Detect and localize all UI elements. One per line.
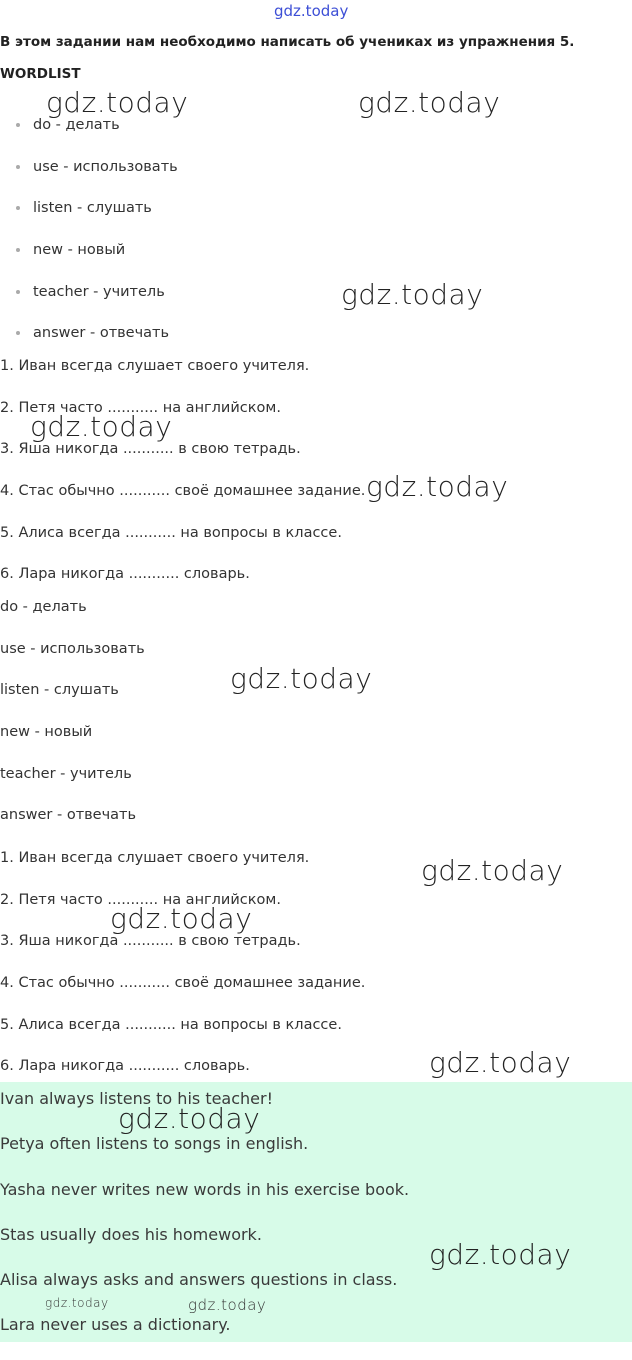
sentences-block (0, 356, 365, 606)
list-item: new - новый (0, 237, 178, 279)
watermark: gdz.today (429, 1238, 572, 1271)
watermark: gdz.today (110, 902, 253, 935)
wordlist-bullets (0, 112, 178, 362)
watermark: gdz.today (429, 1046, 572, 1079)
word-line: listen - слушать (0, 682, 119, 699)
list-item: use - использовать (0, 154, 178, 196)
bullet-icon (16, 165, 20, 169)
word-line: new - новый (0, 724, 93, 741)
list-item: do - делать (0, 112, 178, 154)
sentence-line: 3. Яша никогда ........... в свою тетрадь. (0, 933, 301, 950)
watermark: gdz.today (118, 1102, 261, 1135)
header-watermark: gdz.today (274, 2, 349, 20)
answer-line: Stas usually does his homework. (0, 1224, 262, 1244)
bullet-icon (16, 290, 20, 294)
sentence-line: 6. Лара никогда ........... словарь. (0, 566, 250, 583)
watermark: gdz.today (46, 86, 189, 119)
list-item: answer - отвечать (0, 320, 178, 362)
watermark: gdz.today (421, 854, 564, 887)
answer-line: Petya often listens to songs in english. (0, 1134, 309, 1154)
sentence-line: 3. Яша никогда ........... в свою тетрадь. (0, 441, 301, 458)
answer-line: Alisa always asks and answers questions in class. (0, 1270, 398, 1290)
sentence-line: 5. Алиса всегда ........... на вопросы в классе. (0, 524, 342, 541)
list-item: teacher - учитель (0, 279, 178, 321)
task-intro: В этом задании нам необходимо написать об учениках из упражнения 5. (0, 34, 575, 50)
watermark: gdz.today (366, 470, 509, 503)
sentence-line: 6. Лара никогда ........... словарь. (0, 1058, 250, 1075)
watermark: gdz.today (45, 1296, 109, 1310)
wordlist-plain-block (0, 597, 145, 847)
answer-line: Ivan always listens to his teacher! (0, 1089, 274, 1108)
word-line: use - использовать (0, 640, 145, 657)
sentence-line: 1. Иван всегда слушает своего учителя. (0, 850, 310, 866)
word-line: teacher - учитель (0, 765, 132, 782)
word-line: do - делать (0, 599, 87, 615)
bullet-icon (16, 248, 20, 252)
sentence-line: 5. Алиса всегда ........... на вопросы в классе. (0, 1016, 342, 1033)
watermark: gdz.today (341, 278, 484, 311)
sentence-line: 2. Петя часто ........... на английском. (0, 399, 281, 416)
wordlist-title: WORDLIST (0, 66, 81, 82)
sentence-line: 4. Стас обычно ........... своё домашнее задание. (0, 975, 366, 992)
sentence-line: 4. Стас обычно ........... своё домашнее задание. (0, 483, 366, 500)
bullet-icon (16, 206, 20, 210)
watermark: gdz.today (188, 1296, 267, 1314)
answer-line: Lara never uses a dictionary. (0, 1315, 231, 1335)
word-line: answer - отвечать (0, 807, 137, 824)
list-item: listen - слушать (0, 195, 178, 237)
bullet-icon (16, 123, 20, 127)
sentence-line: 2. Петя часто ........... на английском. (0, 891, 281, 908)
sentences-repeat-block (0, 848, 365, 1098)
watermark: gdz.today (358, 86, 501, 119)
sentence-line: 1. Иван всегда слушает своего учителя. (0, 358, 310, 374)
answer-line: Yasha never writes new words in his exercise book. (0, 1179, 410, 1199)
bullet-icon (16, 331, 20, 335)
watermark: gdz.today (230, 662, 373, 695)
watermark: gdz.today (30, 410, 173, 443)
